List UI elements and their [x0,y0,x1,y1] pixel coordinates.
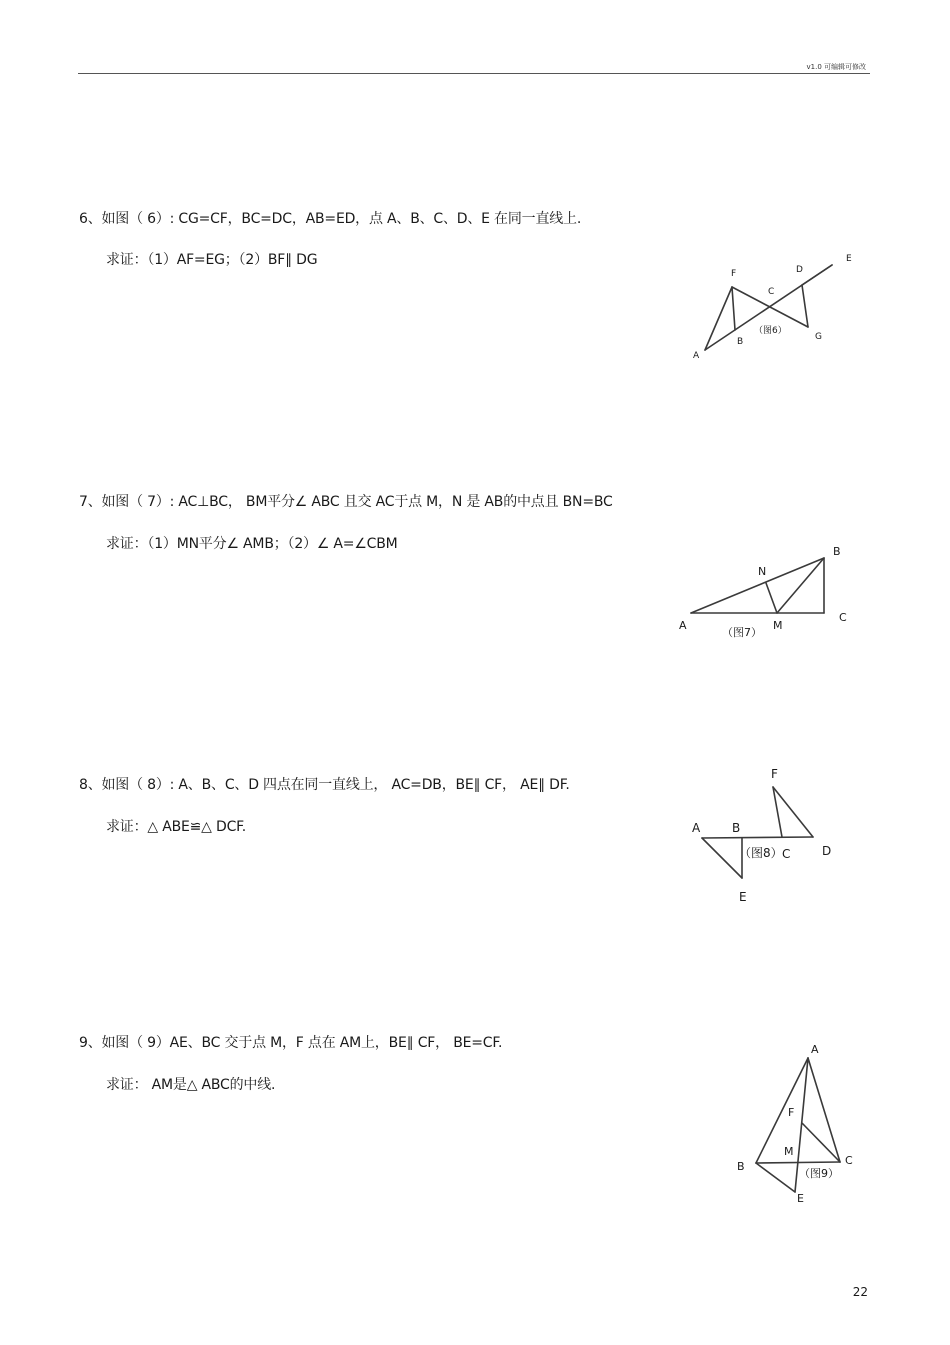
fig6-label-G: G [815,332,822,342]
fig6-label-C: C [768,287,775,297]
header-rule [78,73,870,74]
fig8-label-B: B [732,821,741,835]
fig6-label-D: D [796,265,803,275]
fig7-label-B: B [833,545,841,558]
fig7-label-M: M [773,619,783,632]
fig9-label-A: A [811,1043,819,1056]
fig9-caption: （图9） [799,1167,839,1180]
problem-7-proof: 求证：（1）MN平分∠ AMB；（2）∠ A=∠CBM [106,536,398,552]
fig8-label-D: D [822,844,832,858]
problem-9-proof: 求证： AM是△ ABC的中线. [106,1077,276,1093]
problem-9-statement: 9、如图（ 9）AE、BC 交于点 M，F 点在 AM上，BE∥ CF， BE=CF. [79,1035,503,1051]
header-note: v1.0 可编辑可修改 [806,63,866,71]
fig8-label-A: A [692,821,701,835]
figure-8 [680,760,850,910]
problem-6-statement: 6、如图（ 6）: CG=CF，BC=DC，AB=ED，点 A、B、C、D、E 在同一直线上. [79,211,582,227]
fig7-label-C: C [839,611,847,624]
problem-6-proof: 求证：（1）AF=EG；（2）BF∥ DG [106,252,318,268]
fig7-label-A: A [679,619,687,632]
fig6-label-F: F [731,269,737,279]
problem-7-statement: 7、如图（ 7）: AC⊥BC， BM平分∠ ABC 且交 AC于点 M，N 是 AB的中点且 BN=BC [79,494,613,510]
fig9-label-F: F [788,1106,795,1119]
figure-9 [730,1035,870,1215]
fig7-caption: （图7） [722,626,762,639]
problem-8-statement: 8、如图（ 8）: A、B、C、D 四点在同一直线上， AC=DB，BE∥ CF， AE∥ DF. [79,777,570,793]
problem-8-proof: 求证：△ ABE≌△ DCF. [106,819,247,835]
fig7-label-N: N [758,565,767,578]
fig6-caption: （图6） [754,326,787,336]
fig6-label-A: A [693,351,700,361]
fig9-label-B: B [737,1160,745,1173]
figure-7 [670,540,860,645]
figure-6 [680,245,870,370]
page-number: 22 [852,1285,868,1299]
fig9-label-E: E [797,1192,804,1205]
fig9-label-M: M [784,1145,794,1158]
fig8-caption: （图8） [739,846,783,860]
fig8-label-C: C [782,847,791,861]
fig6-label-E: E [846,254,852,264]
fig8-label-E: E [739,890,747,904]
fig8-label-F: F [771,767,778,781]
fig6-label-B: B [737,337,744,347]
fig9-label-C: C [845,1154,853,1167]
